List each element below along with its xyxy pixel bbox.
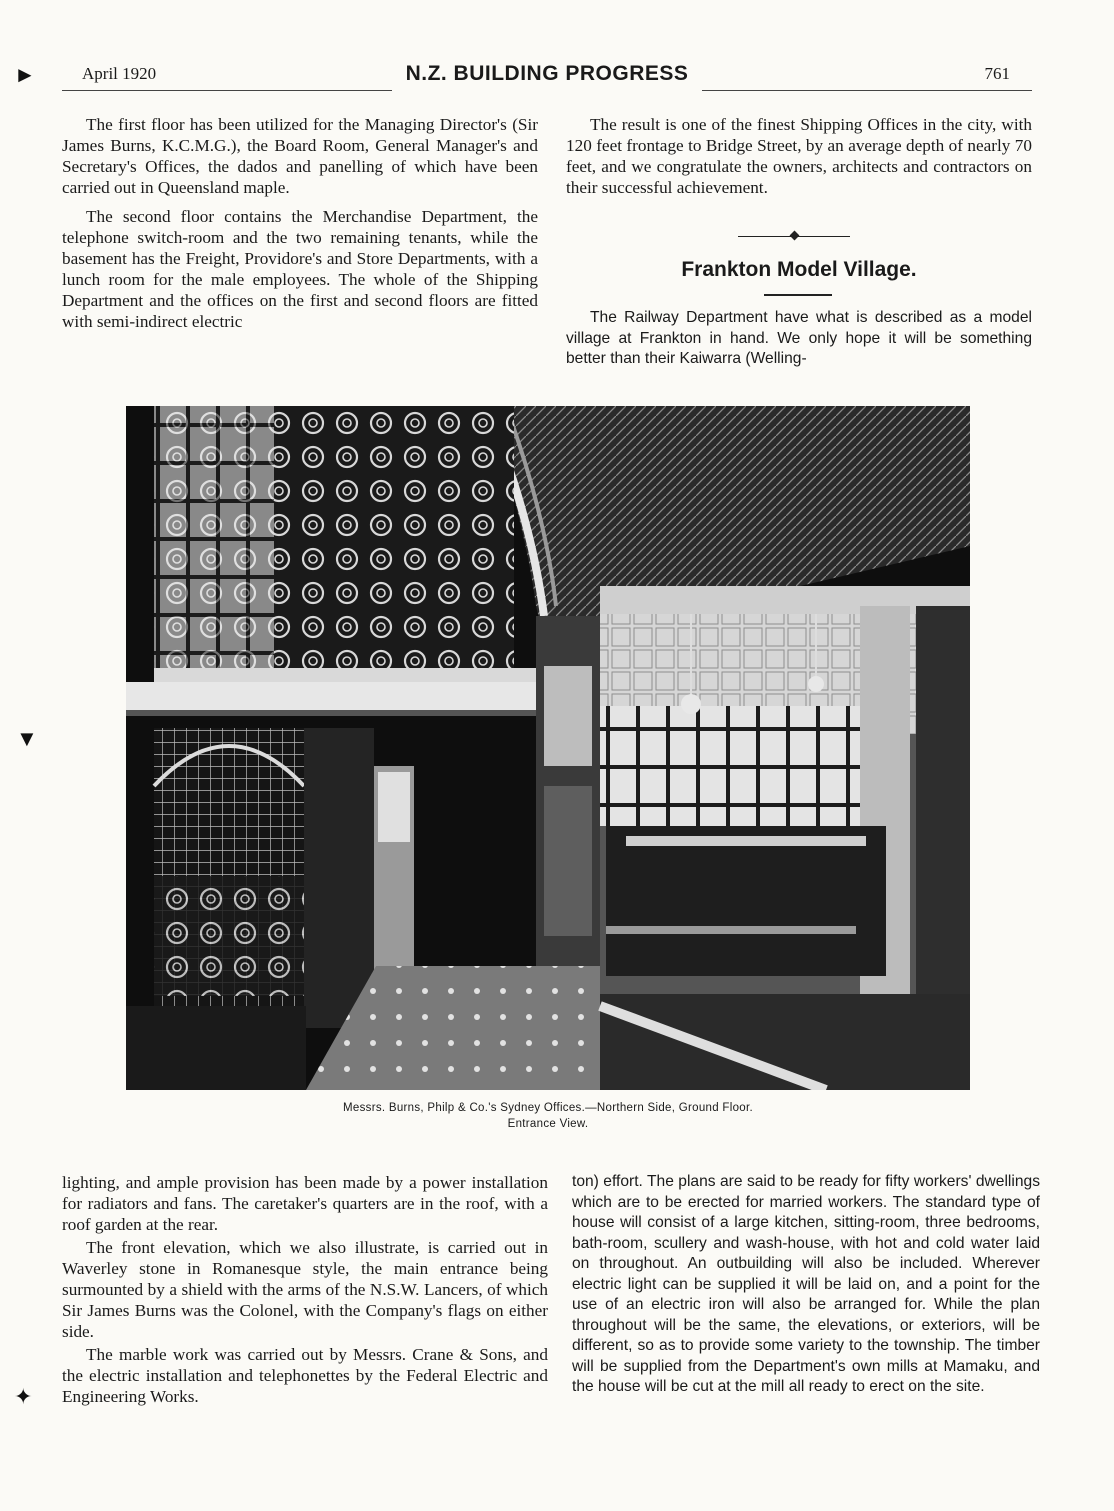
bottom-left-column: [62, 1172, 548, 1409]
margin-mark-icon: ►: [14, 62, 36, 87]
margin-mark-icon: ▼: [16, 726, 38, 751]
paragraph: The result is one of the finest Shipping Offices in the city, with 120 feet frontage to Bridge Street, by an average depth of nearly 70 feet, and we congratulate the owners, architects and contractors on their successful achievement.: [566, 115, 1032, 197]
caption-line: Entrance View.: [507, 1118, 589, 1130]
entrance-photograph: [126, 406, 970, 1090]
header-rule-left: [62, 90, 392, 91]
divider-ornament-icon: [790, 231, 800, 241]
top-left-column: [62, 114, 538, 340]
paragraph: The first floor has been utilized for the Managing Director's (Sir James Burns, K.C.M.G.), the Board Room, General Manager's and Secretary's Offices, the dados and panelling of which have been carried out in Queensland maple.: [62, 115, 538, 197]
paragraph: The second floor contains the Merchandise Department, the telephone switch-room and the two remaining tenants, while the basement has the Freight, Providore's and Store Departments, with a lunch room for the male employees. The whole of the Shipping Department and the offices on the first and second floors are fitted with semi-indirect electric: [62, 207, 538, 331]
paragraph: ton) effort. The plans are said to be ready for fifty workers' dwellings which are to be erected for married workers. The standard type of house will consist of a large kitchen, sitting-room, three bedrooms, bath-room, scullery and wash-house, with hot and cold water laid on throughout. An outbuilding will also be included. Wherever electric light can be supplied it will be laid on, and a point for the use of an electric iron will also be arranged for. While the plan throughout will be the same, the elevations, or exteriors, will be different, so as to provide some variety to the township. The timber will be supplied from the Department's own mills at Mamaku, and the house will be cut at the mill all ready to erect on the site.: [572, 1173, 1040, 1395]
title-underline: [764, 294, 832, 296]
header-rule-right: [702, 90, 1032, 91]
top-right-column: [566, 114, 1032, 198]
paragraph: The marble work was carried out by Messrs. Crane & Sons, and the electric installation and telephonettes by the Federal Electric and Engineering Works.: [62, 1345, 548, 1406]
article-title: Frankton Model Village.: [681, 258, 917, 281]
publication-title: N.Z. BUILDING PROGRESS: [405, 62, 689, 85]
photo-caption: [126, 1100, 970, 1132]
running-header: [62, 62, 1032, 92]
article-intro: [566, 308, 1032, 370]
issue-date: April 1920: [82, 64, 157, 83]
caption-line: Messrs. Burns, Philp & Co.'s Sydney Offices.—Northern Side, Ground Floor.: [343, 1102, 753, 1114]
page-number: 761: [984, 64, 1010, 83]
margin-mark-icon: ✦: [14, 1384, 33, 1409]
paragraph: The Railway Department have what is described as a model village at Frankton in hand. We only hope it will be something better than their Kaiwarra (Welling-: [566, 309, 1032, 367]
paragraph: The front elevation, which we also illustrate, is carried out in Waverley stone in Romanesque style, the main entrance being surmounted by a shield with the arms of the N.S.W. Lancers, of which Sir James Burns was the Colonel, with the Company's flags on either side.: [62, 1238, 548, 1341]
paragraph: lighting, and ample provision has been made by a power installation for radiators and fans. The caretaker's quarters are in the roof, with a roof garden at the rear.: [62, 1173, 548, 1234]
bottom-right-column: [572, 1172, 1040, 1406]
